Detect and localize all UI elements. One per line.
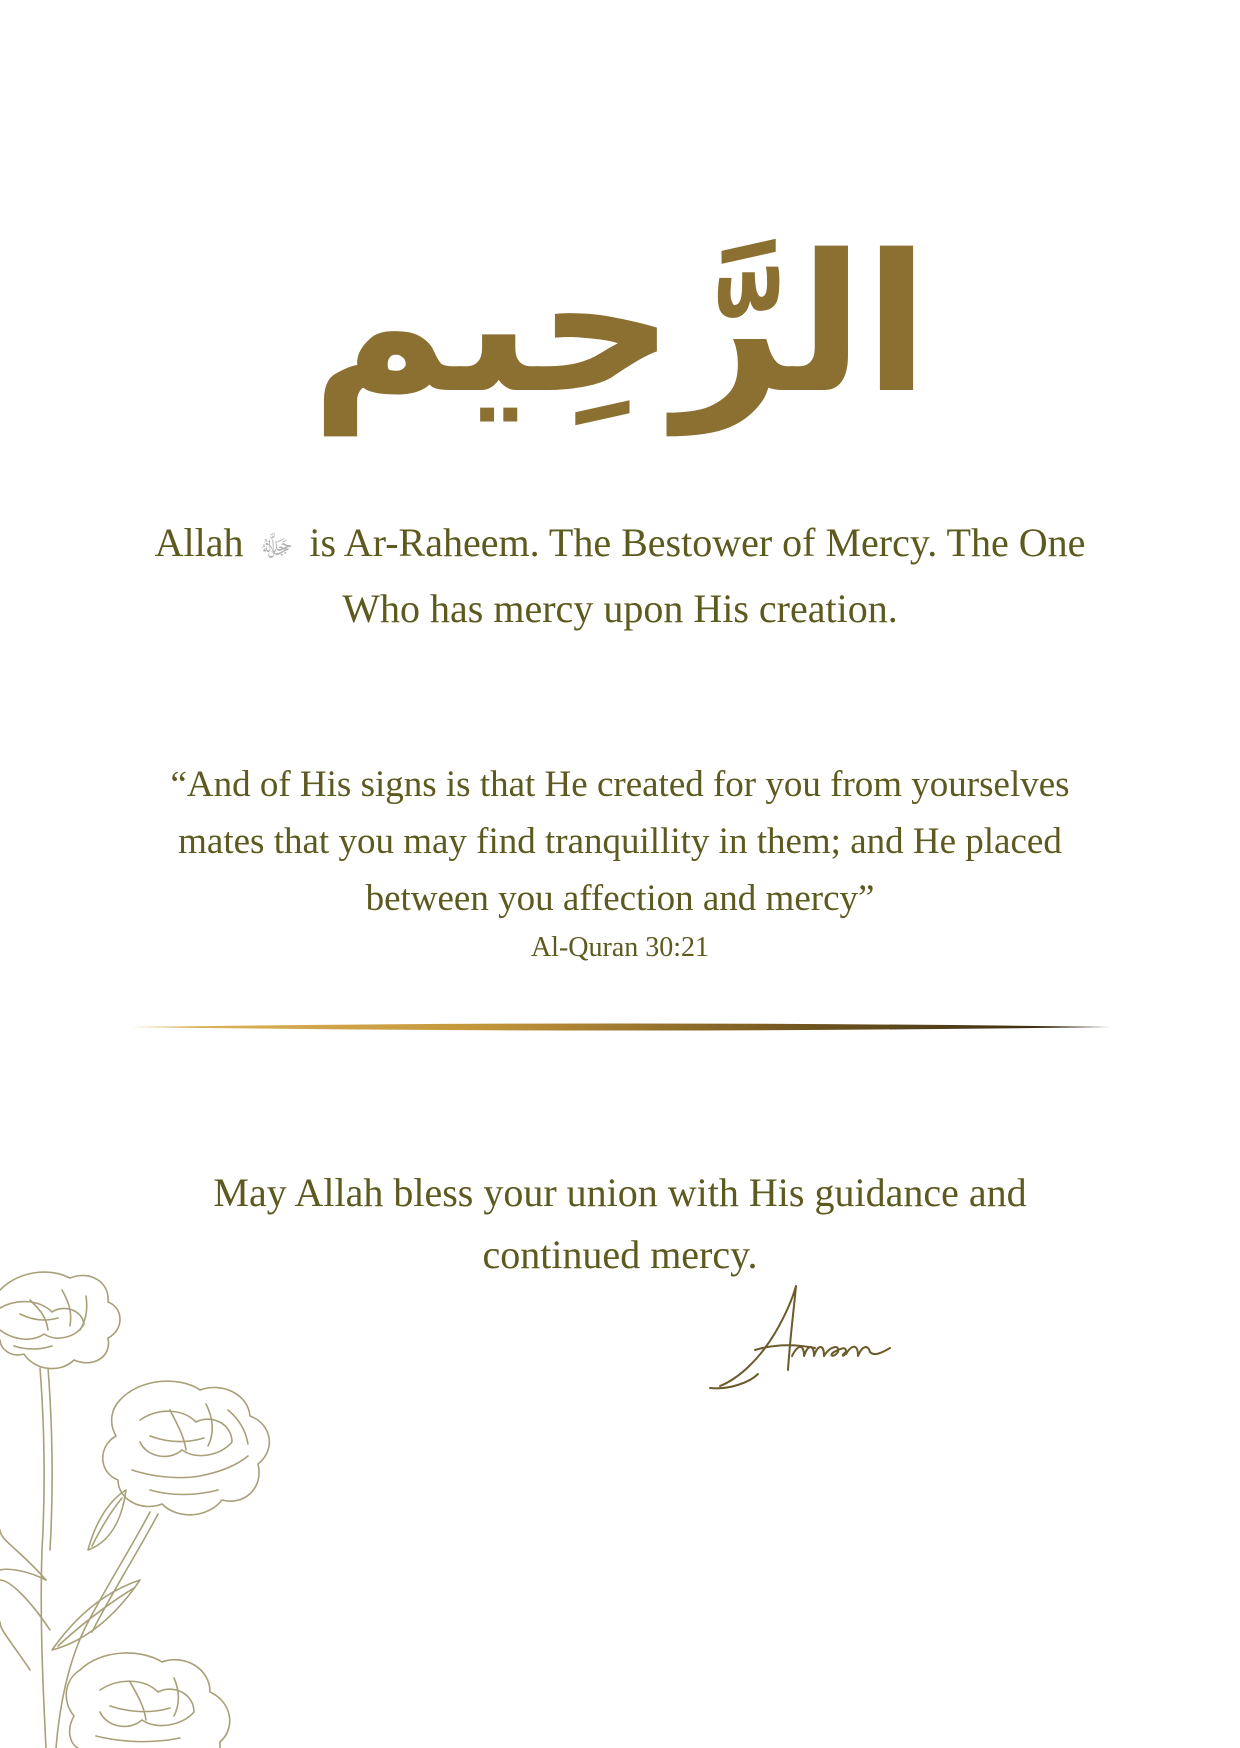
signature: [700, 1278, 940, 1398]
quote-citation: Al-Quran 30:21: [530, 932, 710, 963]
quran-quote: “And of His signs is that He created for you from yourselves mates that you may find tranquillity in them; and He placed between you affection and mercy”: [170, 764, 1070, 919]
honorific-glyph: ﷻ: [259, 528, 294, 564]
gold-divider: [130, 1018, 1110, 1036]
intro-subject: Allah: [154, 520, 244, 565]
arabic-title: الرَّحِيم: [310, 214, 930, 435]
handwritten-signature-icon: [700, 1278, 940, 1398]
intro-description: is Ar-Raheem. The Bestower of Mercy. The One Who has mercy upon His creation.: [309, 520, 1086, 631]
intro-paragraph: [140, 512, 1100, 640]
blessing-message: May Allah bless your union with His guidance and continued mercy.: [213, 1170, 1027, 1277]
floral-illustration-icon: [0, 1250, 310, 1748]
